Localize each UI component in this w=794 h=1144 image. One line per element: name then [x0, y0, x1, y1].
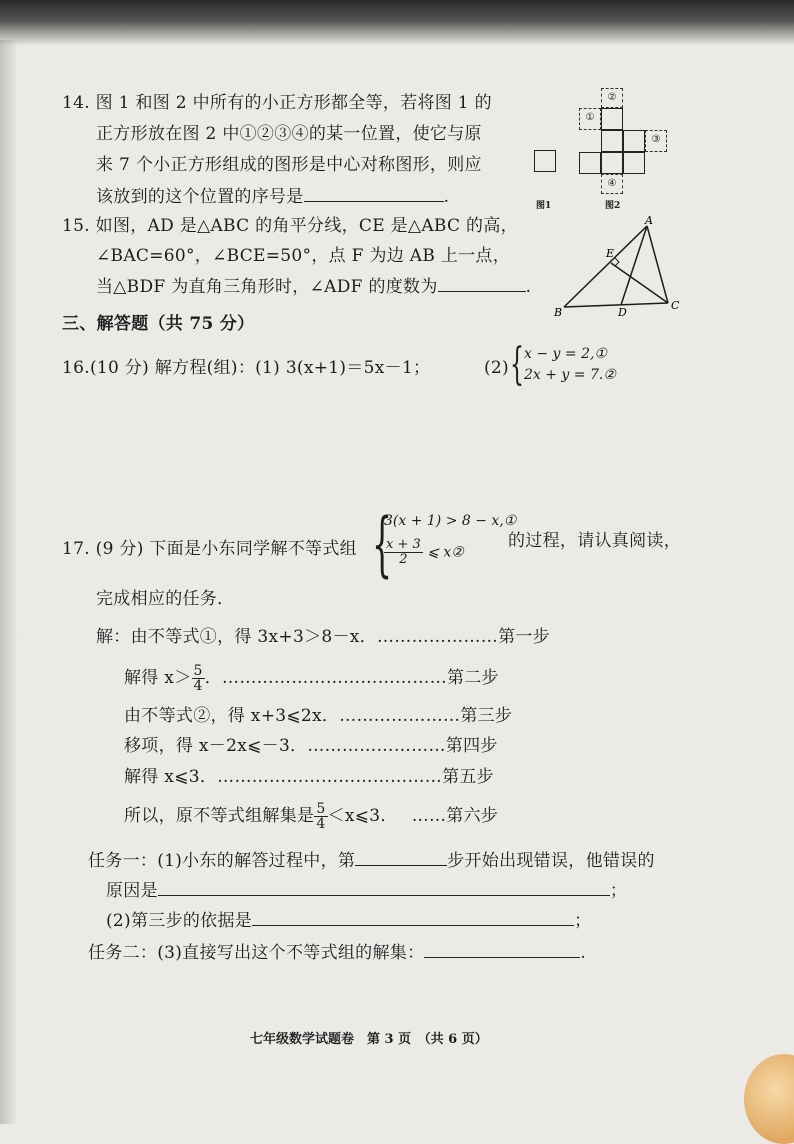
fig2-grid: [578, 88, 678, 198]
q17-step-1: [96, 626, 550, 648]
step-4-label: 第四步: [445, 736, 498, 756]
q17-prompt-end: 的过程，请认真阅读，: [508, 531, 681, 551]
q17-task1-line2: [106, 878, 627, 902]
step-6-pre: 所以，原不等式组解集是: [124, 806, 315, 826]
fig2-square: [623, 152, 645, 174]
fig2-position-2: ②: [601, 88, 623, 108]
fig2-square: [579, 152, 601, 174]
task1-c-end: ；: [609, 881, 628, 901]
q16-brace: {: [510, 339, 524, 390]
task2-text: 任务二：(3)直接写出这个不等式组的解集：: [88, 943, 425, 963]
fig2-position-3: ③: [645, 130, 667, 152]
q14-line2: 正方形放在图 2 中①②③④的某一位置，使它与原: [96, 124, 482, 144]
step-2-post: ．: [204, 668, 223, 688]
task1-reason-blank[interactable]: [158, 878, 610, 896]
fig1-square: [534, 150, 556, 172]
step-2-label: 第二步: [446, 668, 499, 688]
q16-eq2: 2x + y = 7.②: [524, 367, 616, 383]
triangle-figure: [548, 214, 688, 318]
task1-basis-blank[interactable]: [252, 908, 574, 926]
point-b: B: [554, 306, 563, 318]
q15-text3: 当△BDF 为直角三角形时，∠ADF 的度数为: [96, 277, 438, 297]
step-6-frac-num: 5: [316, 801, 326, 817]
q17-score: (9 分): [95, 539, 144, 559]
step-1-dots: …………………: [376, 627, 499, 647]
finger-corner: [744, 1054, 794, 1144]
q16-score: (10 分): [89, 358, 150, 378]
scan-top-shadow: [0, 0, 794, 46]
step-4-dots: ……………………: [307, 736, 446, 756]
q17-eq2-den: 2: [399, 552, 408, 567]
point-a: A: [645, 214, 653, 227]
task1-text-d: (2)第三步的依据是: [106, 911, 253, 931]
step-6-post: ＜x⩽3．: [327, 806, 398, 826]
task1-step-blank[interactable]: [355, 848, 447, 866]
fig2-square: [601, 152, 623, 174]
step-5-dots: …………………………………: [217, 767, 443, 787]
q17-step-3: [124, 705, 512, 727]
q17-eq2: [384, 538, 464, 567]
scan-left-shade: [0, 40, 18, 1124]
fig2-position-4: ④: [601, 174, 623, 194]
step-2-dots: …………………………………: [222, 668, 447, 688]
step-3-dots: …………………: [339, 706, 461, 726]
fig1-label: 图1: [536, 201, 552, 211]
section-3-heading: 三、解答题（共 75 分）: [62, 314, 255, 334]
task1-d-end: ；: [574, 911, 592, 931]
q14-text4: 该放到的这个位置的序号是: [96, 187, 304, 207]
step-2-frac-den: 4: [193, 678, 203, 694]
step-1-text: 解：由不等式①，得 3x+3＞8－x．: [96, 627, 377, 647]
task2-solution-blank[interactable]: [424, 940, 580, 958]
q15-text1: 如图，AD 是△ABC 的角平分线，CE 是△ABC 的高，: [95, 216, 518, 236]
side-bc: [564, 303, 668, 307]
task1-text-c: 原因是: [106, 881, 158, 901]
q15-line3: [96, 274, 531, 298]
step-3-label: 第三步: [460, 706, 513, 726]
fig2-square: [623, 130, 645, 152]
q17-line1: [62, 538, 357, 560]
point-d: D: [618, 306, 627, 318]
step-3-text: 由不等式②，得 x+3⩽2x．: [124, 706, 340, 726]
step-5-text: 解得 x⩽3．: [124, 767, 218, 787]
step-2-pre: 解得 x＞: [124, 668, 192, 688]
q16-prompt: 解方程(组)：(1) 3(x+1)＝5x－1；: [154, 358, 431, 378]
q16-number: 16.: [62, 358, 90, 378]
step-6-frac-den: 4: [316, 816, 326, 832]
q17-step-5: [124, 766, 494, 788]
q16-eq1: x − y = 2,①: [524, 346, 607, 362]
side-ab: [564, 226, 647, 307]
q17-number: 17.: [62, 539, 90, 559]
q14-number: 14.: [62, 93, 90, 113]
q15-line2: ∠BAC=60°，∠BCE=50°，点 F 为边 AB 上一点，: [96, 246, 511, 266]
q17-brace: {: [372, 503, 393, 585]
q17-eq1: 3(x + 1) > 8 − x,①: [384, 513, 517, 529]
fig2-square: [601, 130, 623, 152]
task2-end: .: [580, 943, 587, 963]
point-c: C: [671, 299, 680, 312]
q17-step-2: [124, 664, 499, 693]
side-ac: [647, 226, 668, 303]
step-4-text: 移项，得 x－2x⩽－3．: [124, 736, 308, 756]
task1-text-a: 任务一：(1)小东的解答过程中，第: [88, 851, 356, 871]
q17-step-4: [124, 735, 498, 757]
fig2-label: 图2: [605, 201, 621, 211]
q15-line1: [62, 215, 518, 237]
q15-answer-blank[interactable]: [438, 274, 526, 292]
step-6-label: 第六步: [446, 806, 499, 826]
q14-line4: [96, 184, 449, 208]
point-e: E: [606, 247, 615, 260]
q17-task1-line3: [106, 908, 591, 932]
q17-task2-line: [88, 940, 586, 964]
q17-prompt: 下面是小东同学解不等式组: [149, 539, 357, 559]
step-6-dots: ……: [411, 806, 447, 826]
q17-step-6: [124, 802, 498, 831]
q16-line: [62, 357, 430, 379]
step-2-frac-num: 5: [193, 663, 203, 679]
q16-part2-label: (2): [484, 358, 509, 378]
q17-line2: 完成相应的任务．: [96, 589, 235, 609]
q17-eq2-num: x + 3: [386, 537, 421, 552]
fig2-position-1: ①: [579, 108, 601, 130]
task1-text-b: 步开始出现错误，他错误的: [447, 851, 655, 871]
q14-text1: 图 1 和图 2 中所有的小正方形都全等，若将图 1 的: [95, 93, 492, 113]
q14-answer-blank[interactable]: [304, 184, 444, 202]
q17-eq2-rest: ⩽ x②: [427, 544, 464, 561]
q14-line1: [62, 92, 492, 114]
q15-period: .: [525, 277, 532, 297]
q14-line3: 来 7 个小正方形组成的图形是中心对称图形，则应: [96, 155, 482, 175]
fig2-square: [601, 108, 623, 130]
q15-number: 15.: [62, 216, 90, 236]
step-1-label: 第一步: [498, 627, 550, 647]
q17-task1-line1: [88, 848, 655, 872]
q14-period: .: [443, 187, 450, 207]
step-5-label: 第五步: [442, 767, 494, 787]
right-angle-mark: [615, 258, 619, 266]
page-footer: 七年级数学试题卷 第 3 页 （共 6 页）: [250, 1032, 488, 1047]
